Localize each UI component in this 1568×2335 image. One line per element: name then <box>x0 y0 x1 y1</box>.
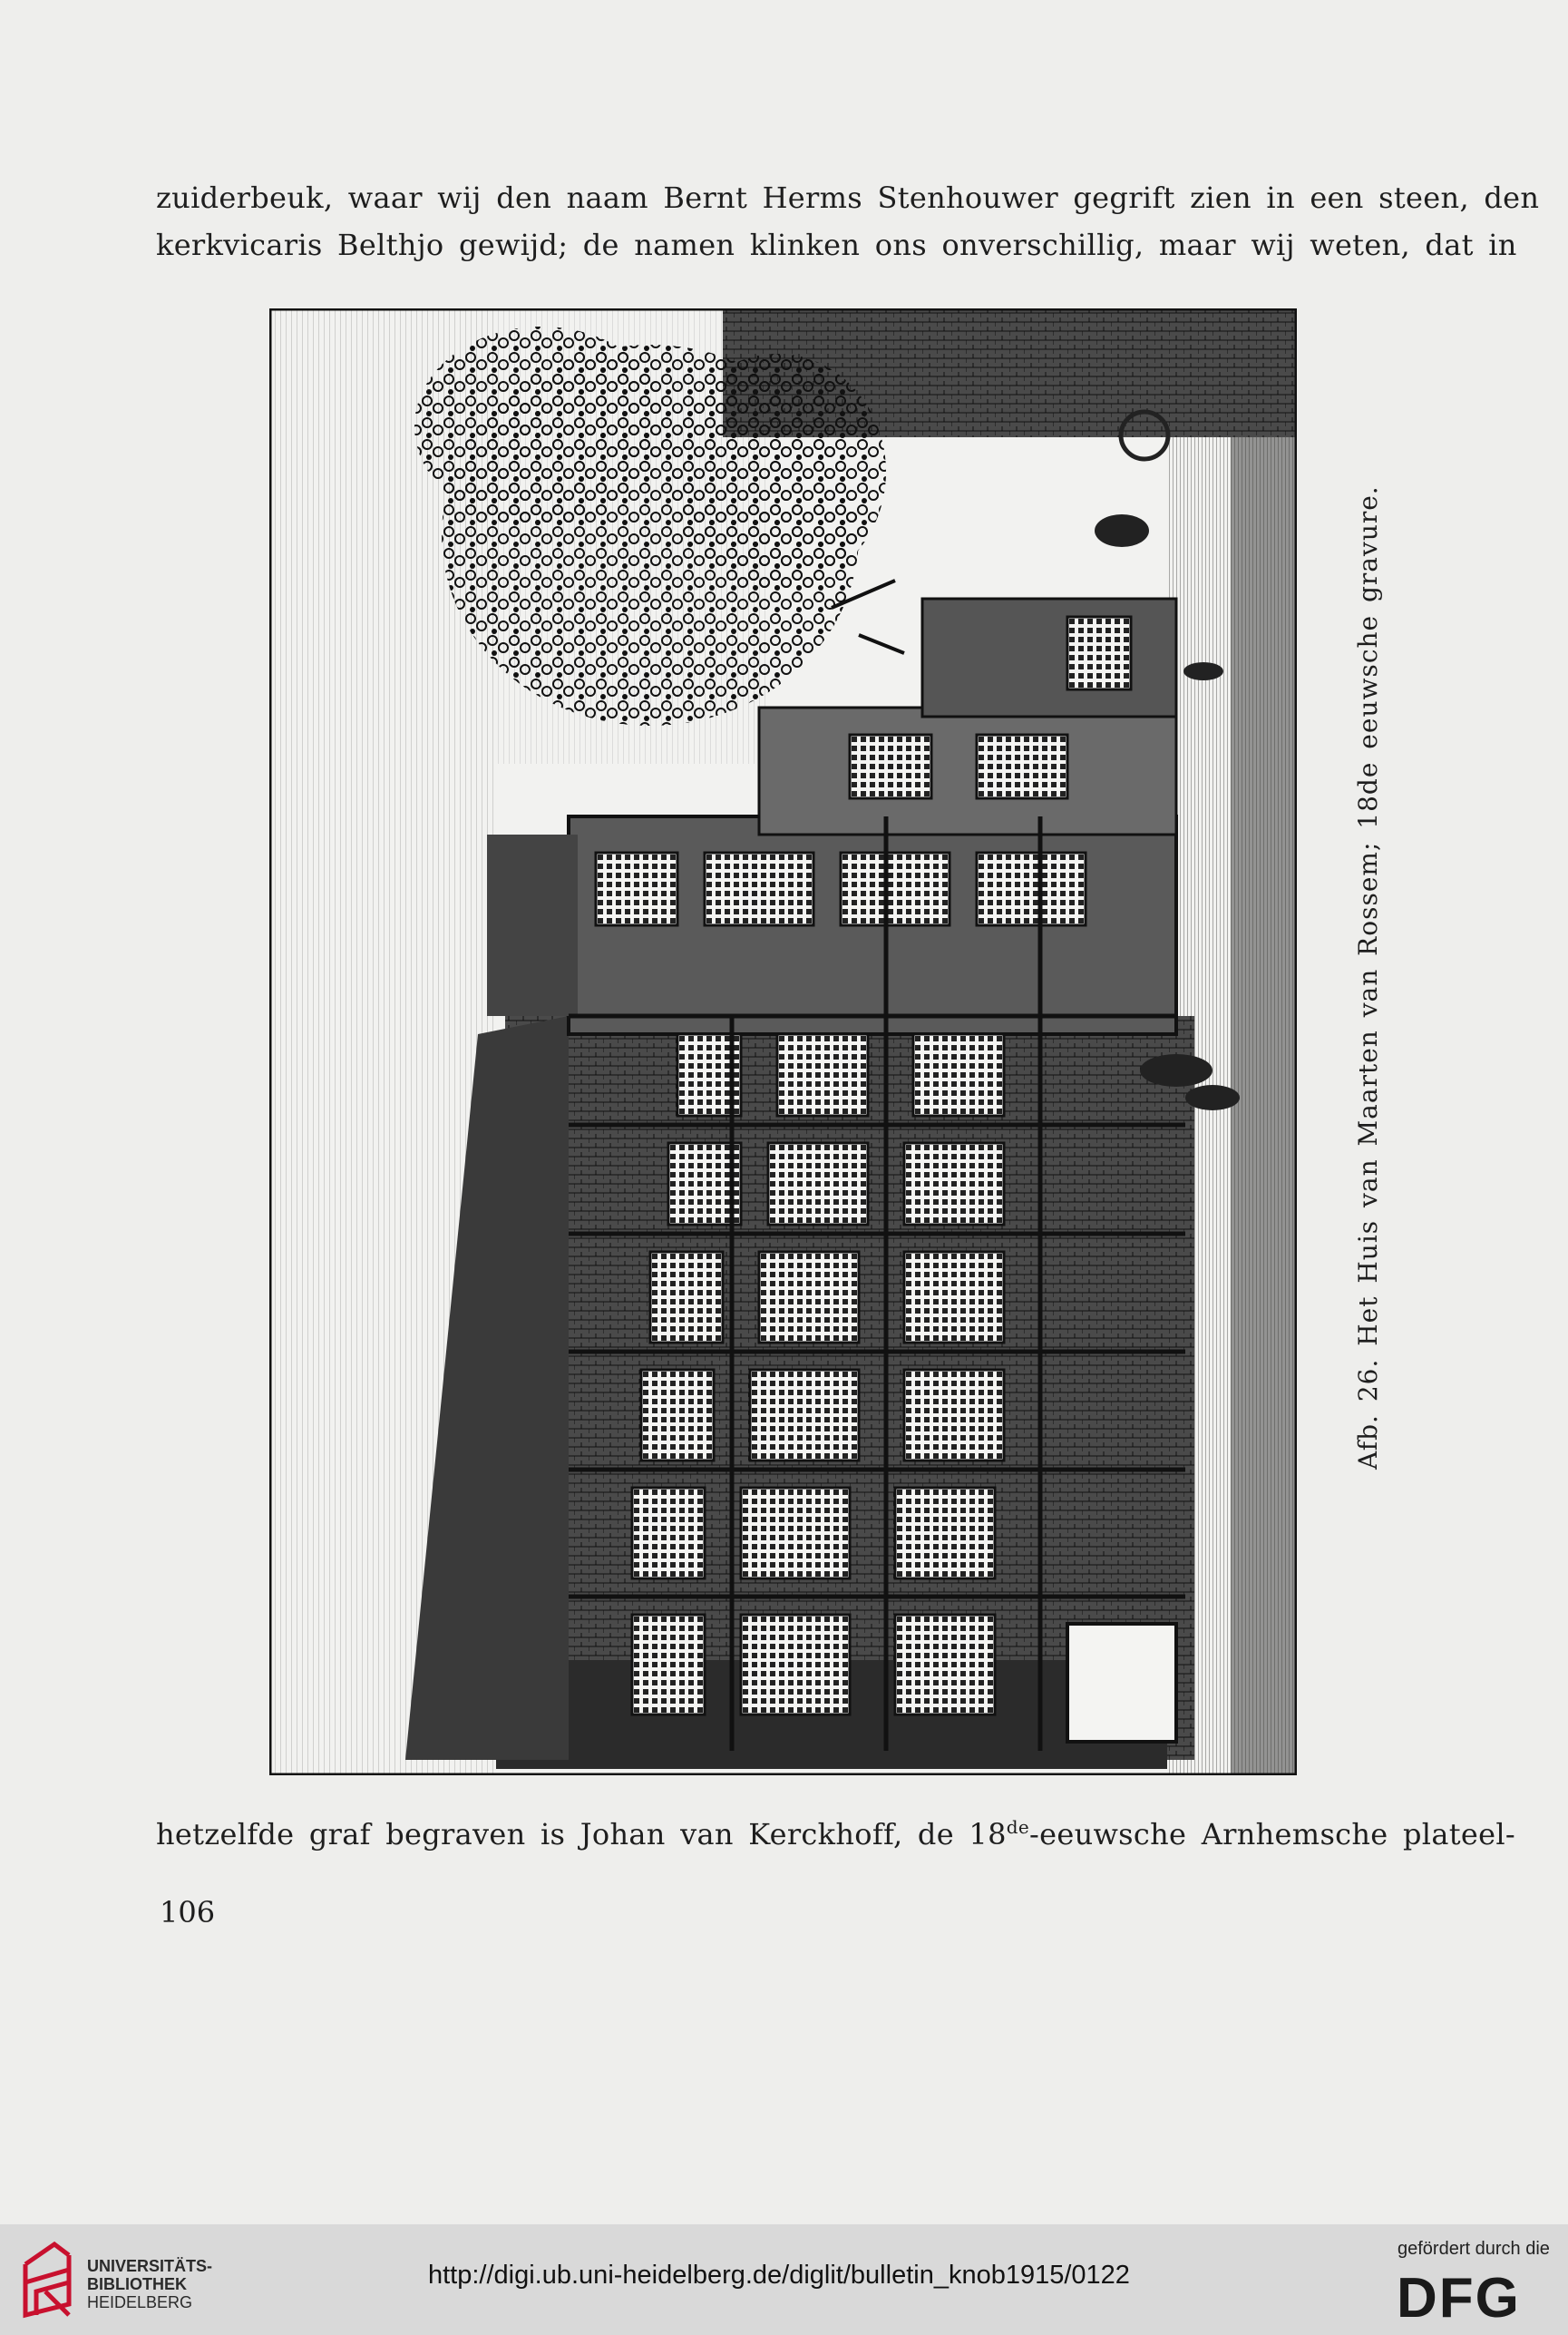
dfg-logo-text: DFG <box>1397 2268 1521 2324</box>
library-name <box>87 2257 212 2311</box>
engraving-house-icon <box>269 308 1297 1775</box>
dfg-logo-icon <box>1395 2268 1549 2324</box>
funded-by-label: gefördert durch die <box>1398 2239 1550 2259</box>
body-text-line-2: kerkvicaris Belthjo gewijd; de namen klinken ons onverschillig, maar wij weten, dat in <box>156 228 1517 262</box>
figure-caption: Afb. 26. Het Huis van Maarten van Rossem; 18de eeuwsche gravure. <box>1353 485 1383 1470</box>
body-text-line-3 <box>156 1816 1515 1851</box>
library-name-line-3: HEIDELBERG <box>87 2293 193 2311</box>
page-number: 106 <box>160 1895 216 1930</box>
body-text-line-3-start: hetzelfde graf begraven is Johan van Kerckhoff, de 18 <box>156 1817 1007 1851</box>
footer-bar <box>0 2224 1568 2335</box>
body-text-line-3-end: -eeuwsche Arnhemsche plateel- <box>1028 1817 1515 1851</box>
ub-heidelberg-logo-icon <box>18 2237 76 2322</box>
source-url-link[interactable]: http://digi.ub.uni-heidelberg.de/diglit/bulletin_knob1915/0122 <box>428 2261 1130 2290</box>
library-name-line-2: BIBLIOTHEK <box>87 2275 187 2293</box>
body-text-line-1: zuiderbeuk, waar wij den naam Bernt Herms Stenhouwer gegrift zien in een steen, den <box>156 181 1540 215</box>
ordinal-superscript: de <box>1006 1816 1029 1838</box>
library-name-line-1: UNIVERSITÄTS- <box>87 2257 213 2275</box>
